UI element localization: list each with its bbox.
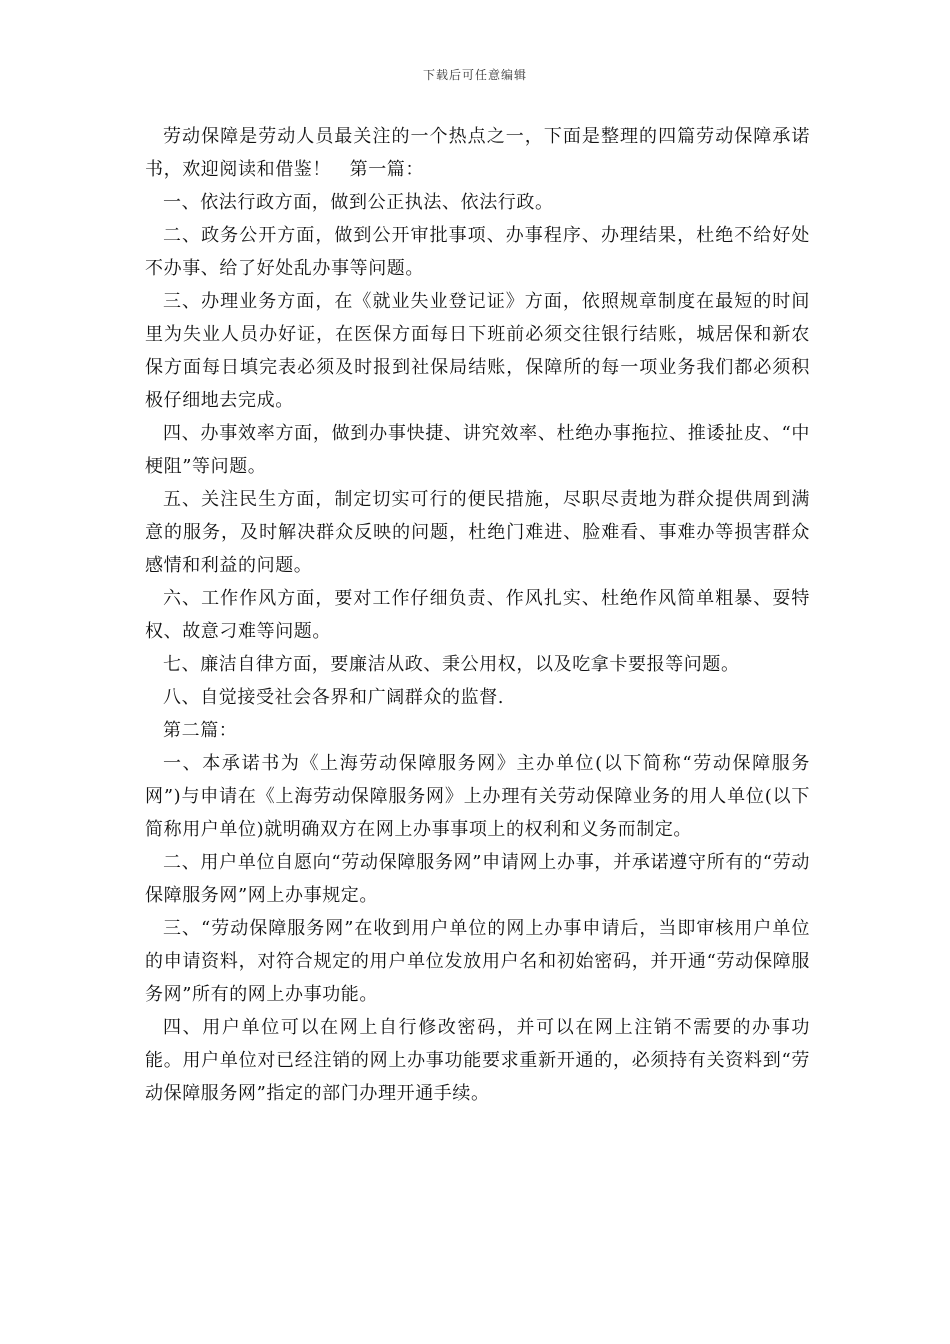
paragraph-2-4: 四、用户单位可以在网上自行修改密码，并可以在网上注销不需要的办事功能。用户单位对已经注销的网上办事功能要求重新开通的，必须持有关资料到“劳动保障服务网”指定的部门办理开通手续。: [145, 1017, 810, 1104]
paragraph-2-1: 一、本承诺书为《上海劳动保障服务网》主办单位(以下简称“劳动保障服务网”)与申请在《上海劳动保障服务网》上办理有关劳动保障业务的用人单位(以下简称用户单位)就明确双方在网上办事事项上的权利和义务而制定。: [145, 753, 810, 840]
paragraph-1-5: 五、关注民生方面，制定切实可行的便民措施，尽职尽责地为群众提供周到满意的服务，及时解决群众反映的问题，杜绝门难进、脸难看、事难办等损害群众感情和利益的问题。: [145, 489, 810, 576]
intro-paragraph: 劳动保障是劳动人员最关注的一个热点之一，下面是整理的四篇劳动保障承诺书，欢迎阅读和借鉴！ 第一篇：: [145, 126, 810, 180]
paragraph-1-2: 二、政务公开方面，做到公开审批事项、办事程序、办理结果，杜绝不给好处不办事、给了好处乱办事等问题。: [145, 225, 810, 279]
paragraph-2-3: 三、“劳动保障服务网”在收到用户单位的网上办事申请后，当即审核用户单位的申请资料，对符合规定的用户单位发放用户名和初始密码，并开通“劳动保障服务网”所有的网上办事功能。: [145, 918, 810, 1005]
paragraph-1-1: 一、依法行政方面，做到公正执法、依法行政。: [163, 192, 554, 213]
page-header-note: 下载后可任意编辑: [422, 68, 527, 82]
document-body: [145, 120, 810, 1110]
paragraph-1-8: 八、自觉接受社会各界和广阔群众的监督.: [163, 687, 505, 708]
paragraph-1-6: 六、工作作风方面，要对工作仔细负责、作风扎实、杜绝作风简单粗暴、耍特权、故意刁难等问题。: [145, 588, 810, 642]
paragraph-1-7: 七、廉洁自律方面，要廉洁从政、秉公用权，以及吃拿卡要报等问题。: [163, 654, 740, 675]
paragraph-1-4: 四、办事效率方面，做到办事快捷、讲究效率、杜绝办事拖拉、推诿扯皮、“中梗阻”等问题。: [145, 423, 810, 477]
paragraph-1-3: 三、办理业务方面，在《就业失业登记证》方面，依照规章制度在最短的时间里为失业人员办好证，在医保方面每日下班前必须交往银行结账，城居保和新农保方面每日填完表必须及时报到社保局结账，保障所的每一项业务我们都必须积极仔细地去完成。: [145, 291, 810, 411]
paragraph-2-2: 二、用户单位自愿向“劳动保障服务网”申请网上办事，并承诺遵守所有的“劳动保障服务网”网上办事规定。: [145, 852, 810, 906]
section-heading-2: 第二篇：: [163, 720, 238, 741]
